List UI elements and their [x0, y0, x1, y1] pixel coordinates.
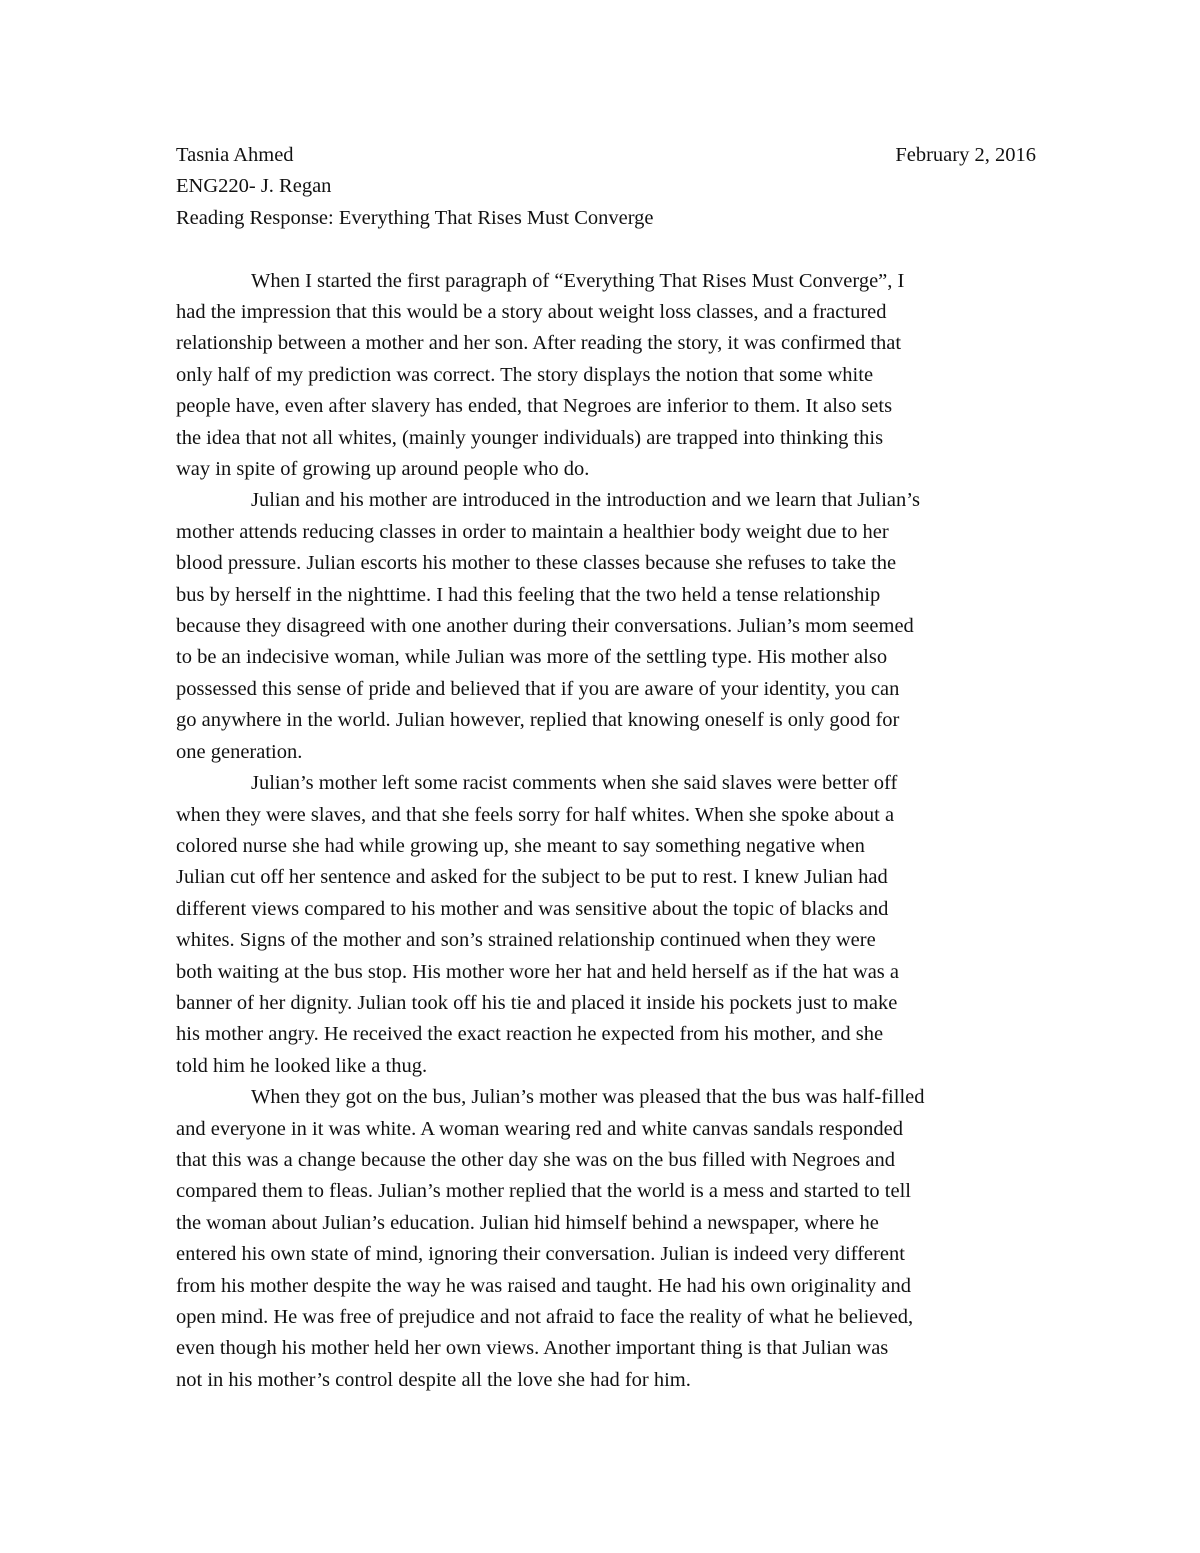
header-row — [176, 140, 1036, 171]
paragraph-line: When I started the first paragraph of “Everything That Rises Must Converge”, I — [251, 269, 905, 292]
header-spacer — [176, 234, 1036, 265]
document-content — [176, 140, 1036, 1396]
paragraph-line: compared them to fleas. Julian’s mother replied that the world is a mess and started to tell — [176, 1180, 911, 1203]
paragraph-line: possessed this sense of pride and believed that if you are aware of your identity, you can — [176, 677, 900, 700]
paragraph-line: open mind. He was free of prejudice and not afraid to face the reality of what he believed, — [176, 1306, 914, 1329]
paragraph-line: one generation. — [176, 740, 303, 763]
paragraph-line: Julian’s mother left some racist comments when she said slaves were better off — [251, 772, 898, 795]
paragraph-line: both waiting at the bus stop. His mother wore her hat and held herself as if the hat was a — [176, 960, 900, 983]
paragraph-line: bus by herself in the nighttime. I had this feeling that the two held a tense relationship — [176, 583, 881, 606]
paragraph-line: not in his mother’s control despite all the love she had for him. — [176, 1368, 691, 1391]
document-title: Reading Response: Everything That Rises Must Converge — [176, 206, 654, 229]
paragraph-line: that this was a change because the other day she was on the bus filled with Negroes and — [176, 1148, 895, 1171]
paragraph-line: told him he looked like a thug. — [176, 1054, 428, 1077]
paragraph-line: even though his mother held her own views. Another important thing is that Julian was — [176, 1337, 889, 1360]
author-name: Tasnia Ahmed — [176, 144, 294, 166]
paragraph-line: banner of her dignity. Julian took off his tie and placed it inside his pockets just to make — [176, 991, 898, 1014]
paragraph-4 — [176, 1082, 1036, 1396]
paragraph-line: Julian cut off her sentence and asked for the subject to be put to rest. I knew Julian had — [176, 866, 888, 889]
paragraph-line: colored nurse she had while growing up, she meant to say something negative when — [176, 834, 865, 857]
paragraph-line: blood pressure. Julian escorts his mother to these classes because she refuses to take the — [176, 552, 897, 575]
paragraph-line: When they got on the bus, Julian’s mother was pleased that the bus was half-filled — [251, 1086, 925, 1109]
paragraph-line: when they were slaves, and that she feels sorry for half whites. When she spoke about a — [176, 803, 895, 826]
course-line: ENG220- J. Regan — [176, 175, 332, 198]
paragraph-line: whites. Signs of the mother and son’s strained relationship continued when they were — [176, 929, 876, 952]
paragraph-line: mother attends reducing classes in order to maintain a healthier body weight due to her — [176, 520, 889, 543]
paragraph-line: relationship between a mother and her son. After reading the story, it was confirmed that — [176, 332, 902, 355]
paragraph-line: different views compared to his mother and was sensitive about the topic of blacks and — [176, 897, 889, 920]
document-date: February 2, 2016 — [895, 144, 1036, 166]
paragraph-line: the woman about Julian’s education. Julian hid himself behind a newspaper, where he — [176, 1211, 879, 1234]
paragraph-line: go anywhere in the world. Julian however, replied that knowing oneself is only good for — [176, 709, 900, 732]
paragraph-1 — [176, 266, 1036, 486]
paragraph-line: from his mother despite the way he was raised and taught. He had his own originality and — [176, 1274, 911, 1297]
paragraph-line: and everyone in it was white. A woman wearing red and white canvas sandals responded — [176, 1117, 903, 1140]
paragraph-line: Julian and his mother are introduced in the introduction and we learn that Julian’s — [251, 489, 920, 512]
paragraph-line: because they disagreed with one another during their conversations. Julian’s mom seemed — [176, 615, 914, 638]
paragraph-line: had the impression that this would be a story about weight loss classes, and a fractured — [176, 301, 887, 324]
paragraph-line: the idea that not all whites, (mainly younger individuals) are trapped into thinking this — [176, 426, 884, 449]
paragraph-line: way in spite of growing up around people who do. — [176, 458, 590, 481]
paragraph-line: his mother angry. He received the exact reaction he expected from his mother, and she — [176, 1023, 884, 1046]
paragraph-3 — [176, 768, 1036, 1082]
paragraph-line: entered his own state of mind, ignoring their conversation. Julian is indeed very different — [176, 1243, 905, 1266]
paragraph-line: to be an indecisive woman, while Julian was more of the settling type. His mother also — [176, 646, 888, 669]
paragraph-line: people have, even after slavery has ended, that Negroes are inferior to them. It also sets — [176, 395, 893, 418]
paragraph-2 — [176, 485, 1036, 768]
paragraph-line: only half of my prediction was correct. The story displays the notion that some white — [176, 363, 874, 386]
